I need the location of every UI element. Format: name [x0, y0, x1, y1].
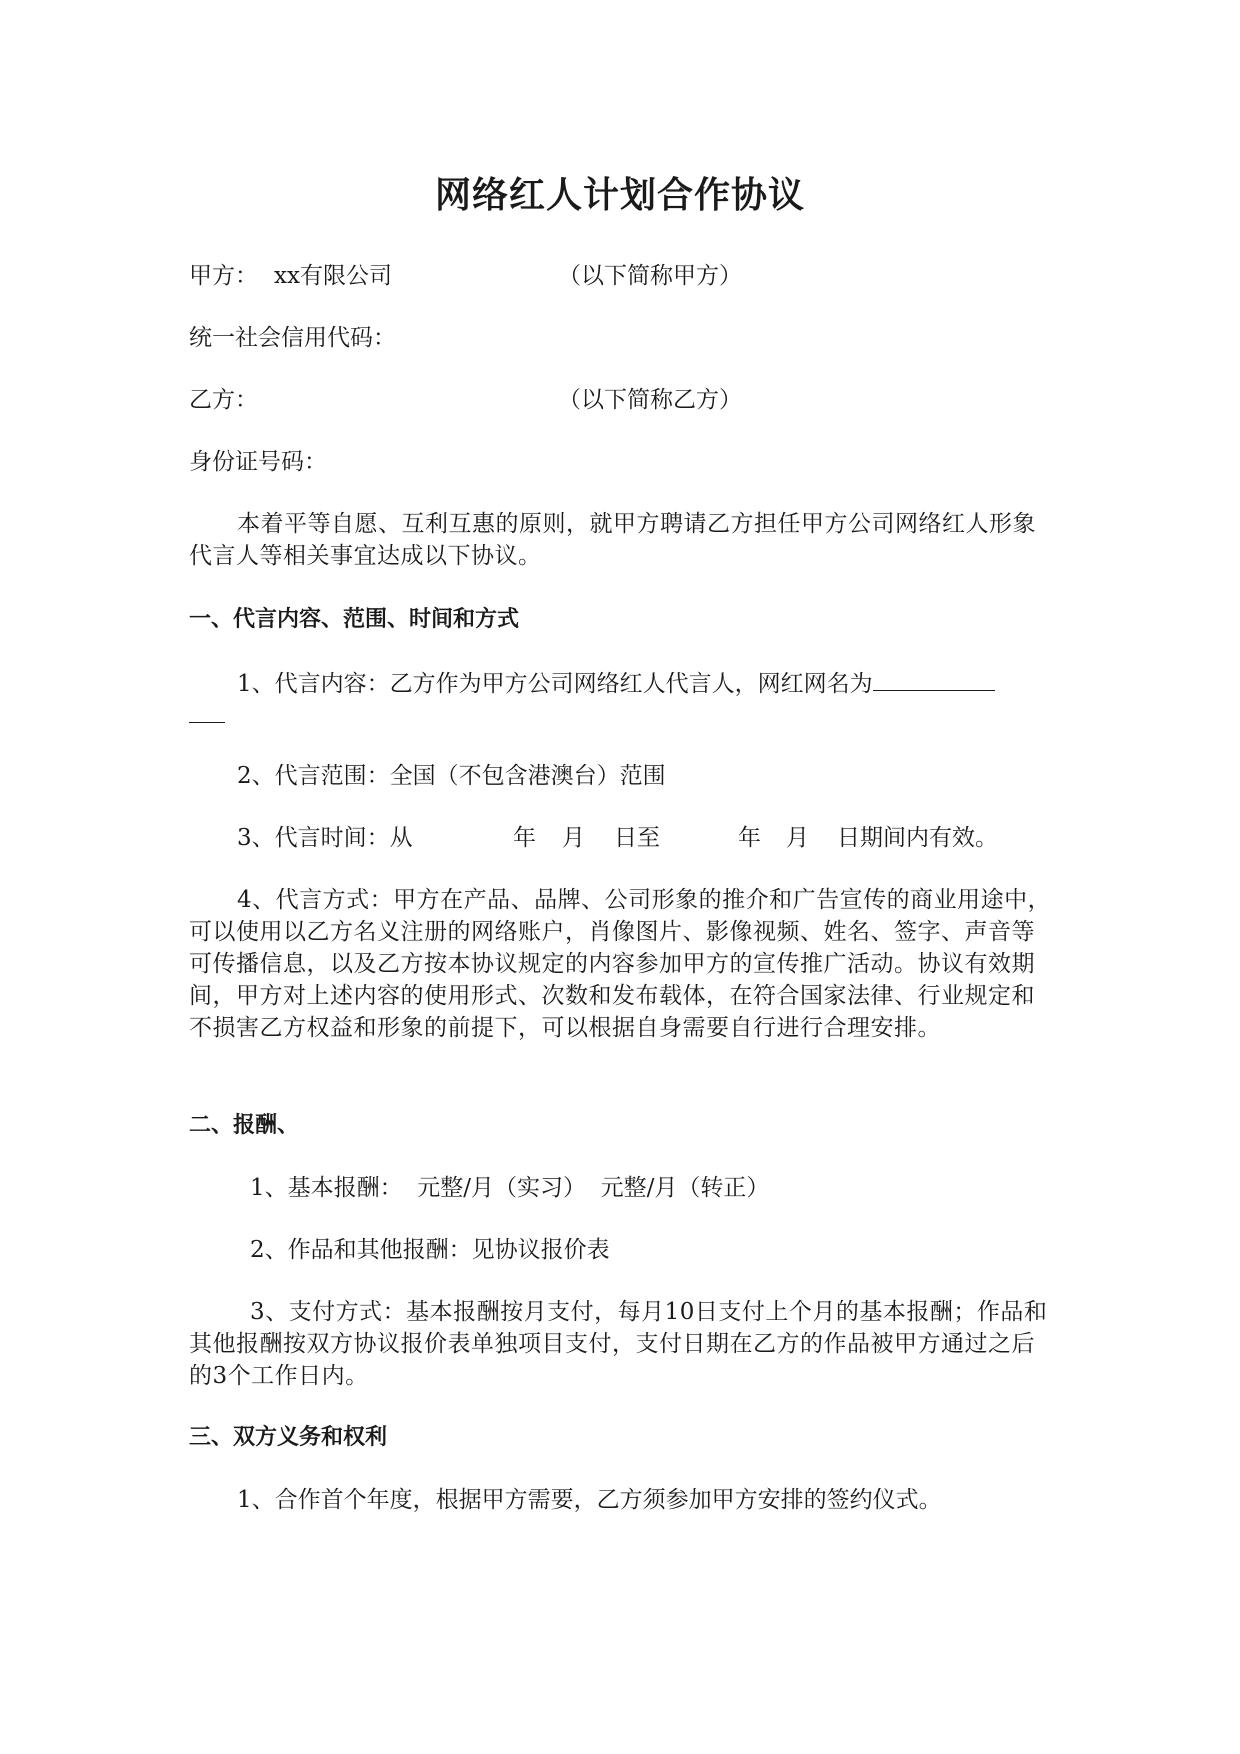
section2-heading: 二、报酬、 [189, 1113, 300, 1138]
section1-item3-month2: 月 [786, 825, 809, 851]
party-b-label: 乙方： [189, 387, 258, 413]
section1-item1 [237, 666, 995, 700]
nickname-blank-line [873, 666, 995, 691]
section1-item2: 2、代言范围：全国（不包含港澳台）范围 [237, 763, 666, 789]
section1-item1-text: 1、代言内容：乙方作为甲方公司网络红人代言人，网红网名为 [237, 671, 873, 697]
section1-item3-day-to: 日至 [614, 825, 660, 851]
party-a-label: 甲方： [189, 263, 258, 289]
nickname-blank-continuation [189, 698, 225, 727]
section1-item4: 4、代言方式：甲方在产品、品牌、公司形象的推介和广告宣传的商业用途中，可以使用以乙方名义注册的网络账户，肖像图片、影像视频、姓名、签字、声音等可传播信息，以及乙方按本协议规定的内容参加甲方的宣传推广活动。协议有效期间，甲方对上述内容的使用形式、次数和发布载体，在符合国家法律、行业规定和不损害乙方权益和形象的前提下，可以根据自身需要自行进行合理安排。 [189, 887, 1052, 1041]
party-a-name: xx有限公司 [274, 263, 392, 289]
nickname-blank-line-cont [189, 698, 225, 723]
document-title: 网络红人计划合作协议 [434, 175, 805, 216]
section2-item3: 3、支付方式：基本报酬按月支付，每月10日支付上个月的基本报酬；作品和其他报酬按双方协议报价表单独项目支付，支付日期在乙方的作品被甲方通过之后的3个工作日内。 [189, 1299, 1048, 1389]
section1-item3-year1: 年 [513, 825, 536, 851]
party-a-alias: （以下简称甲方） [558, 263, 742, 289]
credit-code-label: 统一社会信用代码： [189, 325, 396, 351]
section1-heading: 一、代言内容、范围、时间和方式 [189, 607, 520, 632]
section1-item3-prefix: 3、代言时间：从 [237, 825, 413, 851]
section2-item2: 2、作品和其他报酬：见协议报价表 [250, 1237, 610, 1263]
section3-item1: 1、合作首个年度，根据甲方需要，乙方须参加甲方安排的签约仪式。 [237, 1487, 942, 1513]
party-b-alias: （以下简称乙方） [558, 387, 742, 413]
section1-item3-suffix: 日期间内有效。 [837, 825, 998, 851]
intro-paragraph: 本着平等自愿、互利互惠的原则，就甲方聘请乙方担任甲方公司网络红人形象代言人等相关事宜达成以下协议。 [189, 511, 1036, 569]
section3-heading: 三、双方义务和权利 [189, 1425, 388, 1450]
id-number-label: 身份证号码： [189, 449, 327, 475]
section2-item1: 1、基本报酬： 元整/月（实习） 元整/月（转正） [250, 1175, 770, 1201]
party-a-line [189, 260, 258, 292]
section1-item3-month1: 月 [562, 825, 585, 851]
section1-item3-year2: 年 [738, 825, 761, 851]
